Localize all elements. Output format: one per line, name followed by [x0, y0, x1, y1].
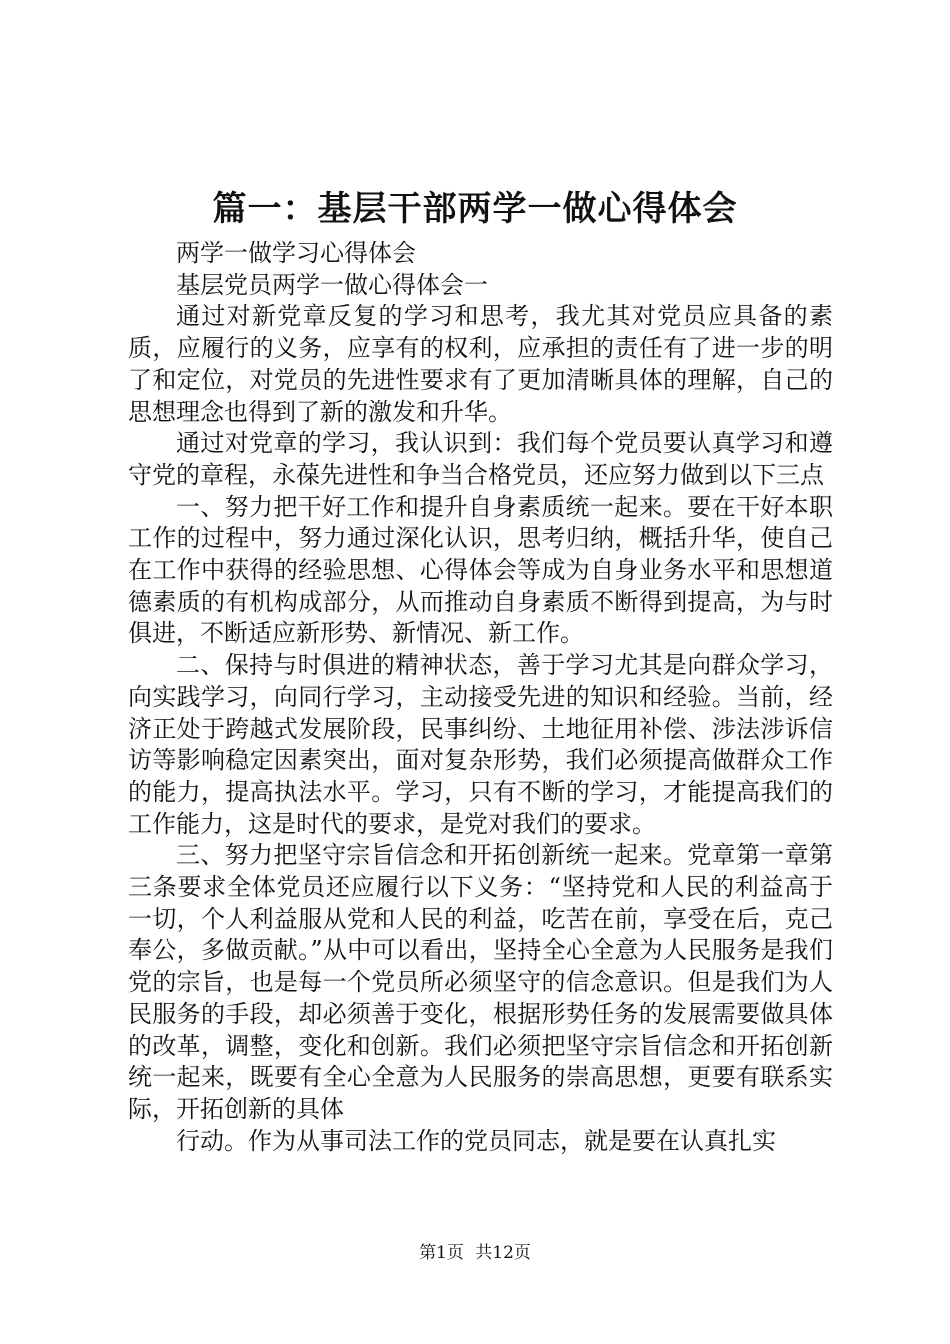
- paragraph: 三、努力把坚守宗旨信念和开拓创新统一起来。党章第一章第三条要求全体党员还应履行以下义务：“坚持党和人民的利益高于一切，个人利益服从党和人民的利益，吃苦在前，享受在后，克己奉公，多做贡献。”从中可以看出，坚持全心全意为人民服务是我们党的宗旨，也是每一个党员所必须坚守的信念意识。但是我们为人民服务的手段，却必须善于变化，根据形势任务的发展需要做具体的改革，调整，变化和创新。我们必须把坚守宗旨信念和开拓创新统一起来，既要有全心全意为人民服务的崇高思想，更要有联系实际，开拓创新的具体: [128, 841, 833, 1123]
- paragraph: 基层党员两学一做心得体会一: [176, 270, 488, 299]
- paragraph: 二、保持与时俱进的精神状态，善于学习尤其是向群众学习，向实践学习，向同行学习，主动接受先进的知识和经验。当前，经济正处于跨越式发展阶段，民事纠纷、土地征用补偿、涉法涉诉信访等影响稳定因素突出，面对复杂形势，我们必须提高做群众工作的能力，提高执法水平。学习，只有不断的学习，才能提高我们的工作能力，这是时代的要求，是党对我们的要求。: [128, 651, 833, 838]
- page-total: 共12页: [475, 1243, 531, 1263]
- page-number: 第1页: [419, 1243, 464, 1263]
- document-title: 篇一：基层干部两学一做心得体会: [212, 189, 738, 229]
- paragraph: 两学一做学习心得体会: [176, 239, 416, 267]
- paragraph: 一、努力把干好工作和提升自身素质统一起来。要在干好本职工作的过程中，努力通过深化认识，思考归纳，概括升华，使自己在工作中获得的经验思想、心得体会等成为自身业务水平和思想道德素质的有机构成部分，从而推动自身素质不断得到提高，为与时俱进，不断适应新形势、新情况、新工作。: [128, 492, 833, 648]
- document-body: [128, 238, 833, 1157]
- paragraph: 行动。作为从事司法工作的党员同志，就是要在认真扎实: [176, 1126, 776, 1155]
- paragraph: 通过对党章的学习，我认识到：我们每个党员要认真学习和遵守党的章程，永葆先进性和争当合格党员，还应努力做到以下三点: [128, 429, 833, 489]
- paragraph: 通过对新党章反复的学习和思考，我尤其对党员应具备的素质，应履行的义务，应享有的权利，应承担的责任有了进一步的明了和定位，对党员的先进性要求有了更加清晰具体的理解，自己的思想理念也得到了新的激发和升华。: [128, 302, 833, 426]
- page-footer: [0, 1241, 950, 1265]
